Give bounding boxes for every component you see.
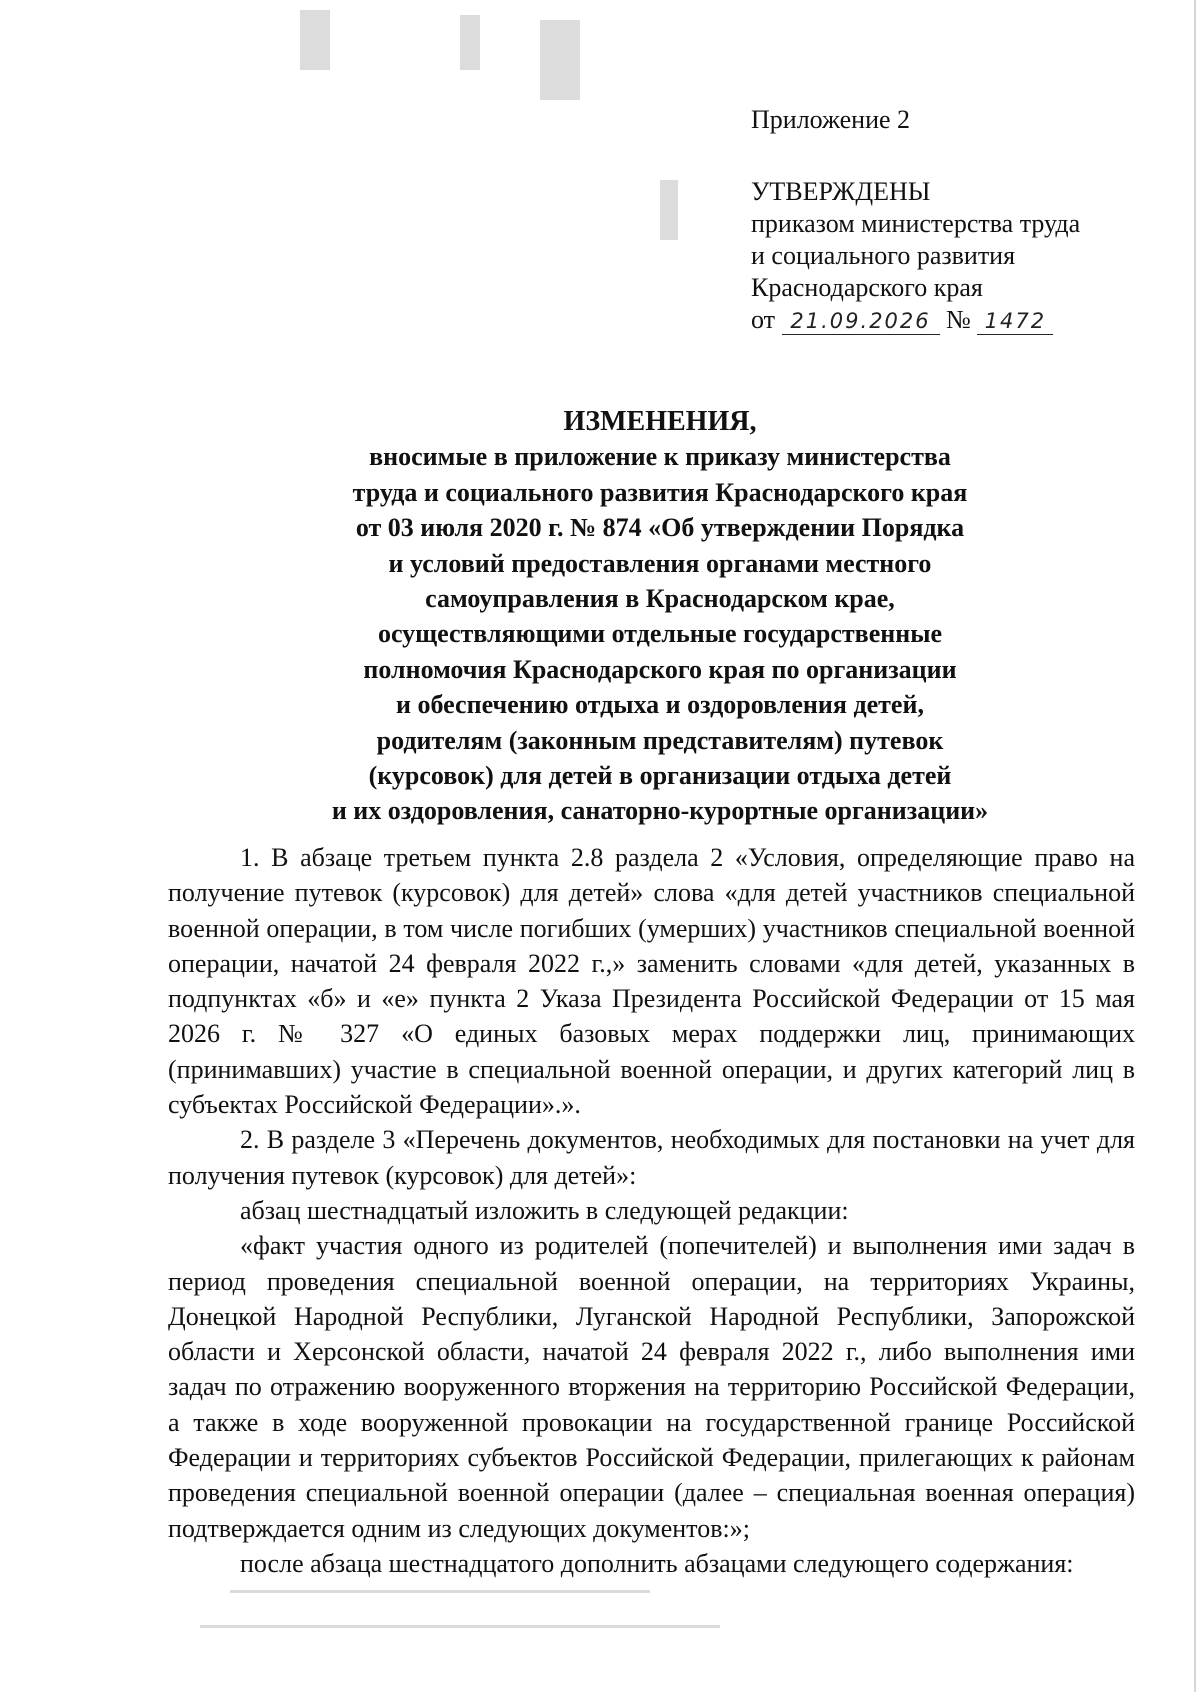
title-line: от 03 июля 2020 г. № 874 «Об утверждении Порядка — [355, 513, 965, 543]
approval-header — [751, 104, 1151, 336]
handwritten-date: 21.09.2026 — [782, 308, 940, 335]
order-line: и социального развития — [751, 241, 1016, 270]
title-line: и обеспечению отдыха и оздоровления детей, — [396, 690, 924, 720]
paragraph: после абзаца шестнадцатого дополнить абзацами следующего содержания: — [240, 1548, 1074, 1578]
paragraph: абзац шестнадцатый изложить в следующей редакции: — [240, 1195, 849, 1225]
handwritten-number: 1472 — [977, 308, 1053, 335]
title-main: ИЗМЕНЕНИЯ, — [563, 406, 757, 437]
order-line: приказом министерства труда — [751, 209, 1081, 238]
paragraph: 2. В разделе 3 «Перечень документов, необходимых для постановки на учет для получения путевок (курсовок) для детей»: — [168, 1125, 1135, 1190]
order-date-line — [751, 304, 1151, 336]
title-line: и условий предоставления органами местного — [388, 548, 932, 578]
scan-edge-line — [1194, 0, 1196, 1692]
title-line: самоуправления в Краснодарском крае, — [425, 584, 895, 614]
title-line: осуществляющими отдельные государственные — [377, 619, 943, 649]
appendix-label: Приложение 2 — [751, 105, 911, 134]
title-line: родителям (законным представителям) путевок — [376, 725, 944, 755]
title-line: труда и социального развития Краснодарского края — [352, 477, 968, 507]
document-title — [280, 404, 1040, 829]
document-body — [168, 840, 1135, 1581]
paragraph: «факт участия одного из родителей (попечителей) и выполнения ими задач в период проведения специальной военной операции, на территориях Украины, Донецкой Народной Республики, Луганской Народной Республики, Запорожской области и Херсонской области, начатой 24 февраля 2022 г., либо выполнения ими задач по отражению вооруженного вторжения на территорию Российской Федерации, а также в ходе вооруженной провокации на государственной границе Российской Федерации и территориях субъектов Российской Федерации, прилегающих к районам проведения специальной военной операции (далее – специальная военная операция) подтверждается одним из следующих документов:»; — [168, 1231, 1135, 1543]
title-line: полномочия Краснодарского края по организации — [363, 654, 957, 684]
number-prefix: № — [946, 305, 971, 334]
title-line: и их оздоровления, санаторно-курортные организации» — [331, 796, 989, 826]
approved-label: УТВЕРЖДЕНЫ — [751, 177, 931, 206]
title-line: (курсовок) для детей в организации отдыха детей — [368, 761, 952, 791]
date-prefix: от — [751, 305, 776, 334]
paragraph: 1. В абзаце третьем пункта 2.8 раздела 2 «Условия, определяющие право на получение путевок (курсовок) для детей» слова «для детей участников специальной военной операции, в том числе погибших (умерших) участников специальной военной операции, начатой 24 февраля 2022 г.,» заменить словами «для детей, указанных в подпунктах «б» и «е» пункта 2 Указа Президента Российской Федерации от 15 мая 2026 г. № 327 «О единых базовых мерах поддержки лиц, принимающих (принимавших) участие в специальной военной операции, и других категорий лиц в субъектах Российской Федерации».». — [168, 843, 1135, 1120]
order-line: Краснодарского края — [751, 273, 983, 302]
title-line: вносимые в приложение к приказу министерства — [369, 442, 951, 472]
